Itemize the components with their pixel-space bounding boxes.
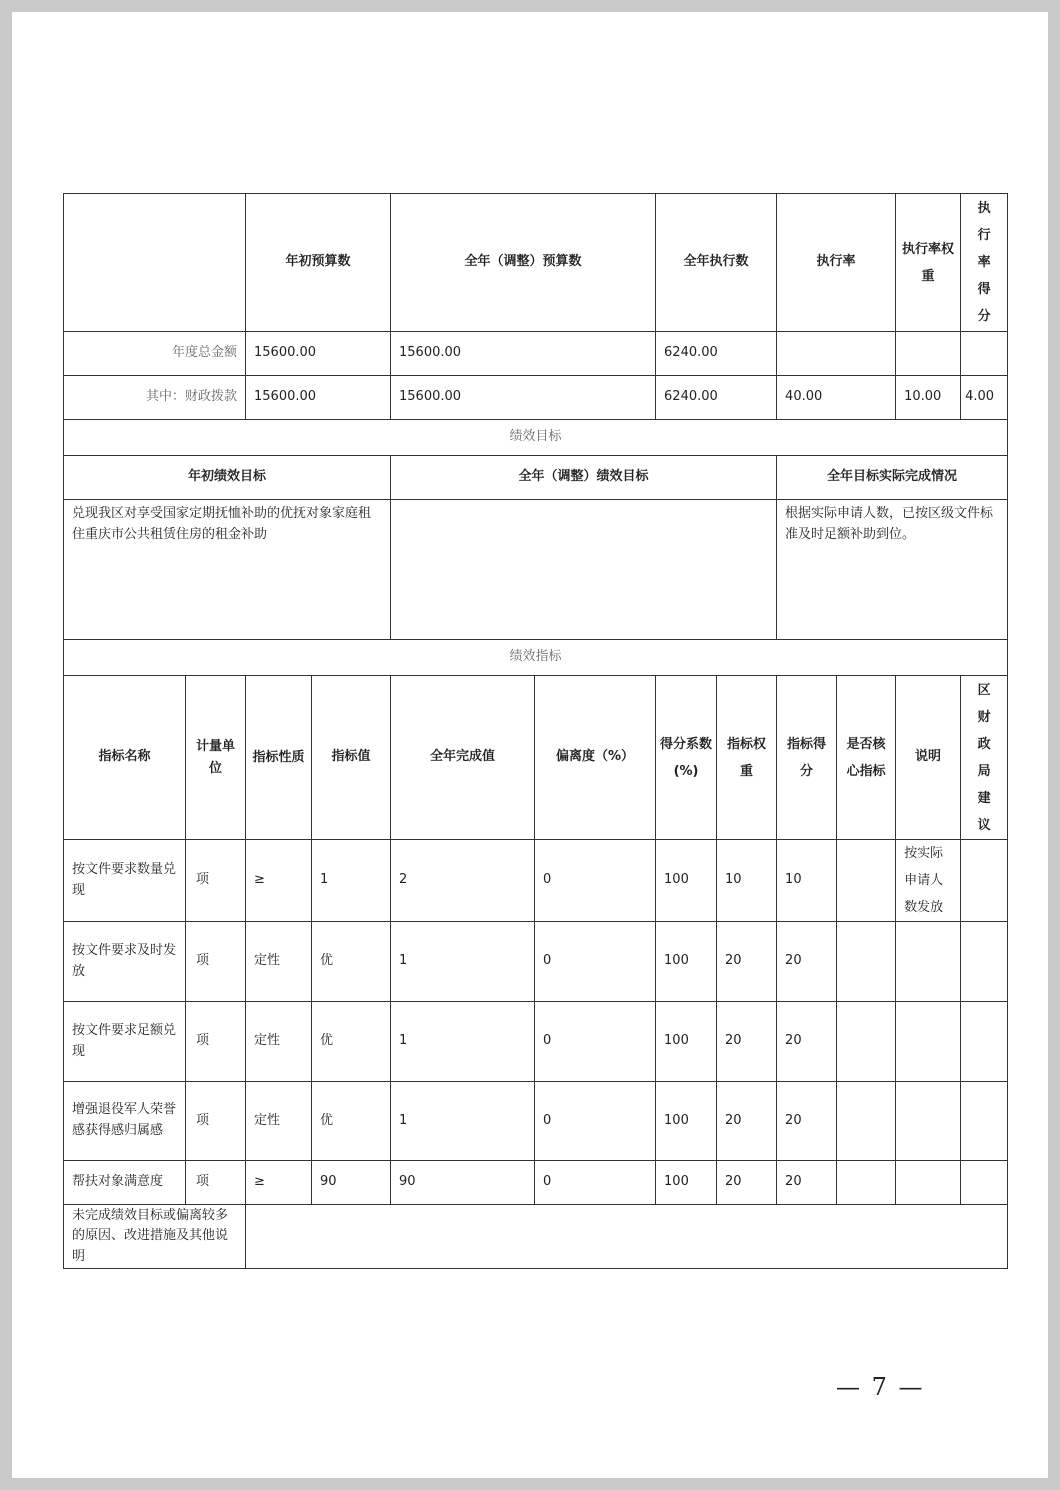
indicator-deviation: 0 xyxy=(535,922,656,1002)
goals-header-completion: 全年目标实际完成情况 xyxy=(777,456,1008,500)
indicator-header-deviation: 偏离度（%） xyxy=(535,676,656,840)
indicator-note: 按实际申请人数发放 xyxy=(896,840,961,922)
indicator-row xyxy=(64,1002,1008,1082)
indicator-deviation: 0 xyxy=(535,1161,656,1205)
indicator-target: 优 xyxy=(312,1082,391,1161)
goals-content-row xyxy=(64,500,1008,640)
indicator-coef: 100 xyxy=(656,1161,717,1205)
indicators-section-title: 绩效指标 xyxy=(64,640,1008,676)
indicator-header-coef: 得分系数(%) xyxy=(656,676,717,840)
indicator-header-score: 指标得分 xyxy=(777,676,837,840)
indicator-target: 优 xyxy=(312,922,391,1002)
indicator-header-actual: 全年完成值 xyxy=(391,676,535,840)
indicator-note xyxy=(896,1161,961,1205)
adjusted-goal-text xyxy=(391,500,777,640)
indicator-row xyxy=(64,922,1008,1002)
indicators-section-row xyxy=(64,640,1008,676)
indicators-header-row xyxy=(64,676,1008,840)
budget-executed-value: 6240.00 xyxy=(656,332,777,376)
footer-row xyxy=(64,1205,1008,1269)
indicator-suggest xyxy=(961,1002,1008,1082)
indicator-actual: 1 xyxy=(391,922,535,1002)
budget-weight-value: 10.00 xyxy=(896,376,961,420)
goals-section-row xyxy=(64,420,1008,456)
indicator-note xyxy=(896,922,961,1002)
indicator-actual: 90 xyxy=(391,1161,535,1205)
indicator-row xyxy=(64,840,1008,922)
budget-initial-value: 15600.00 xyxy=(246,332,391,376)
indicator-unit: 项 xyxy=(186,922,246,1002)
indicator-target: 优 xyxy=(312,1002,391,1082)
budget-header-adjusted: 全年（调整）预算数 xyxy=(391,194,656,332)
indicator-weight: 20 xyxy=(717,1002,777,1082)
indicator-header-suggest-cell xyxy=(961,676,1008,840)
indicator-header-nature: 指标性质 xyxy=(246,676,312,840)
budget-rate-value: 40.00 xyxy=(777,376,896,420)
goals-header-adjusted: 全年（调整）绩效目标 xyxy=(391,456,777,500)
indicator-header-core: 是否核心指标 xyxy=(837,676,896,840)
budget-executed-value: 6240.00 xyxy=(656,376,777,420)
budget-header-score-cell xyxy=(961,194,1008,332)
indicator-header-unit: 计量单位 xyxy=(186,676,246,840)
indicator-core xyxy=(837,840,896,922)
budget-header-score: 执行率得分 xyxy=(977,201,991,324)
indicator-coef: 100 xyxy=(656,1002,717,1082)
budget-row-total xyxy=(64,332,1008,376)
indicator-coef: 100 xyxy=(656,1082,717,1161)
indicator-score: 20 xyxy=(777,1082,837,1161)
indicator-nature: 定性 xyxy=(246,1082,312,1161)
indicator-core xyxy=(837,1082,896,1161)
goals-header-row xyxy=(64,456,1008,500)
indicator-score: 20 xyxy=(777,1002,837,1082)
indicator-core xyxy=(837,922,896,1002)
indicator-header-note: 说明 xyxy=(896,676,961,840)
indicator-target: 1 xyxy=(312,840,391,922)
indicator-unit: 项 xyxy=(186,1161,246,1205)
budget-row-label: 年度总金额 xyxy=(64,332,246,376)
budget-adjusted-value: 15600.00 xyxy=(391,332,656,376)
indicator-nature: ≥ xyxy=(246,840,312,922)
indicator-name: 按文件要求足额兑现 xyxy=(64,1002,186,1082)
indicator-nature: 定性 xyxy=(246,922,312,1002)
indicator-suggest xyxy=(961,1082,1008,1161)
indicator-name: 帮扶对象满意度 xyxy=(64,1161,186,1205)
goals-section-title: 绩效目标 xyxy=(64,420,1008,456)
indicator-score: 20 xyxy=(777,1161,837,1205)
indicator-unit: 项 xyxy=(186,1082,246,1161)
performance-table xyxy=(63,193,1008,1269)
indicator-actual: 1 xyxy=(391,1082,535,1161)
budget-weight-value xyxy=(896,332,961,376)
indicator-note xyxy=(896,1002,961,1082)
indicator-coef: 100 xyxy=(656,840,717,922)
indicator-nature: ≥ xyxy=(246,1161,312,1205)
indicator-name: 增强退役军人荣誉感获得感归属感 xyxy=(64,1082,186,1161)
budget-header-row xyxy=(64,194,1008,332)
indicator-row xyxy=(64,1082,1008,1161)
indicator-actual: 2 xyxy=(391,840,535,922)
indicator-note xyxy=(896,1082,961,1161)
indicator-unit: 项 xyxy=(186,840,246,922)
budget-header-executed: 全年执行数 xyxy=(656,194,777,332)
budget-score-value: 4.00 xyxy=(961,376,1008,420)
indicator-deviation: 0 xyxy=(535,1002,656,1082)
indicator-target: 90 xyxy=(312,1161,391,1205)
budget-initial-value: 15600.00 xyxy=(246,376,391,420)
indicator-header-target: 指标值 xyxy=(312,676,391,840)
indicator-suggest xyxy=(961,1161,1008,1205)
budget-rate-value xyxy=(777,332,896,376)
indicator-weight: 20 xyxy=(717,922,777,1002)
budget-adjusted-value: 15600.00 xyxy=(391,376,656,420)
indicator-name: 按文件要求数量兑现 xyxy=(64,840,186,922)
goals-header-initial: 年初绩效目标 xyxy=(64,456,391,500)
indicator-coef: 100 xyxy=(656,922,717,1002)
indicator-weight: 20 xyxy=(717,1161,777,1205)
indicator-name: 按文件要求及时发放 xyxy=(64,922,186,1002)
budget-header-weight: 执行率权重 xyxy=(896,194,961,332)
indicator-deviation: 0 xyxy=(535,1082,656,1161)
indicator-deviation: 0 xyxy=(535,840,656,922)
indicator-core xyxy=(837,1161,896,1205)
budget-row-fiscal xyxy=(64,376,1008,420)
initial-goal-text: 兑现我区对享受国家定期抚恤补助的优抚对象家庭租住重庆市公共租赁住房的租金补助 xyxy=(64,500,391,640)
indicator-actual: 1 xyxy=(391,1002,535,1082)
indicator-row xyxy=(64,1161,1008,1205)
budget-header-initial: 年初预算数 xyxy=(246,194,391,332)
budget-row-label: 其中：财政拨款 xyxy=(64,376,246,420)
indicator-header-name: 指标名称 xyxy=(64,676,186,840)
budget-header-blank xyxy=(64,194,246,332)
indicator-weight: 10 xyxy=(717,840,777,922)
indicator-score: 10 xyxy=(777,840,837,922)
footer-content xyxy=(246,1205,1008,1269)
completion-text: 根据实际申请人数，已按区级文件标准及时足额补助到位。 xyxy=(777,500,1008,640)
indicator-nature: 定性 xyxy=(246,1002,312,1082)
budget-score-value xyxy=(961,332,1008,376)
indicator-suggest xyxy=(961,840,1008,922)
indicator-core xyxy=(837,1002,896,1082)
indicator-header-suggest: 区财政局建议 xyxy=(977,682,991,833)
indicator-weight: 20 xyxy=(717,1082,777,1161)
page-number: — 7 — xyxy=(836,1373,925,1401)
indicator-score: 20 xyxy=(777,922,837,1002)
indicator-unit: 项 xyxy=(186,1002,246,1082)
footer-label: 未完成绩效目标或偏离较多的原因、改进措施及其他说明 xyxy=(64,1205,246,1269)
budget-header-rate: 执行率 xyxy=(777,194,896,332)
indicator-header-weight: 指标权重 xyxy=(717,676,777,840)
indicator-suggest xyxy=(961,922,1008,1002)
